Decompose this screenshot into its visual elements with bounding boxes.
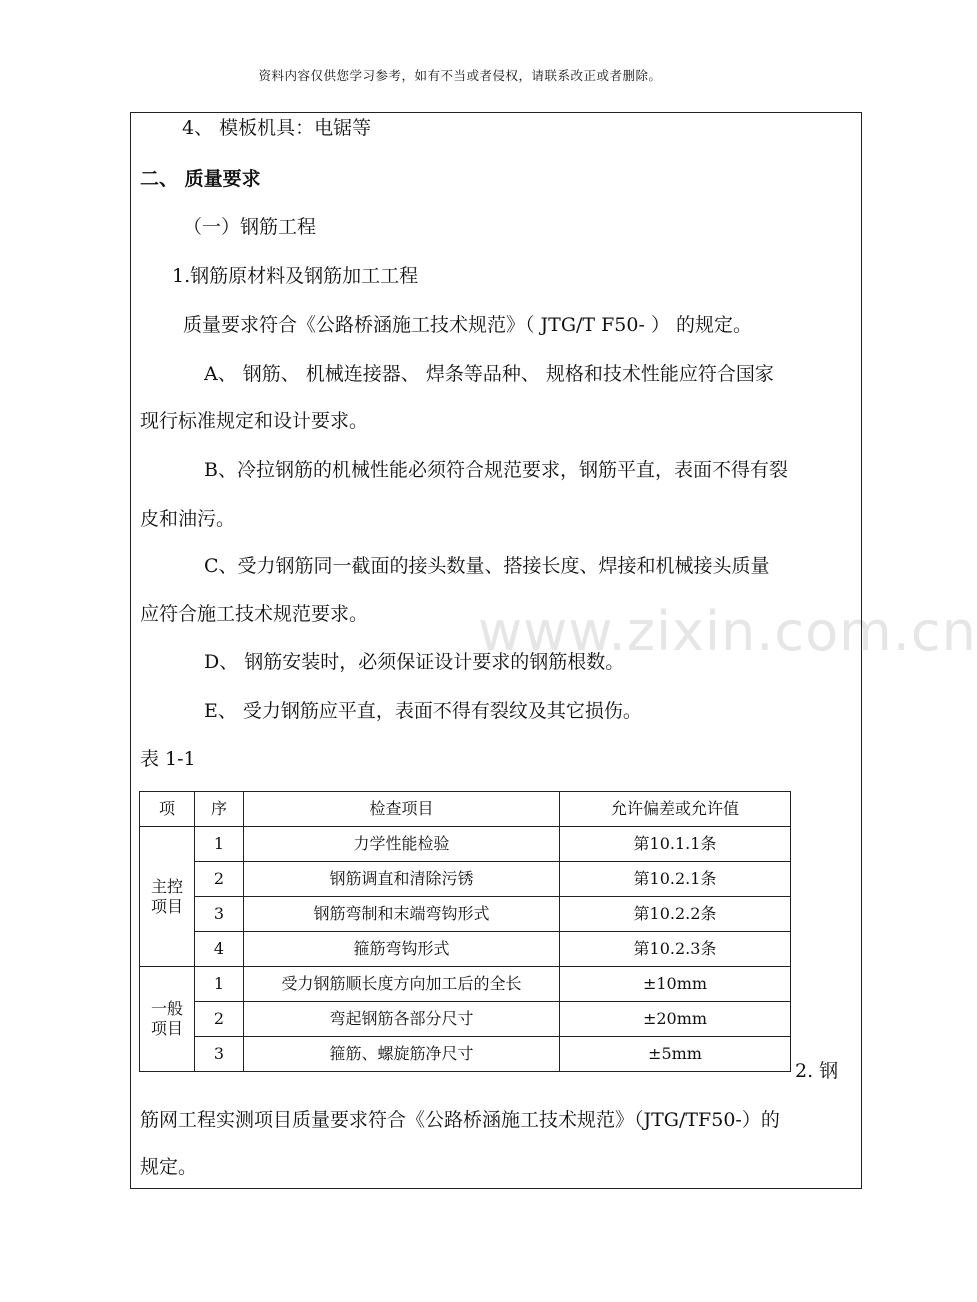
header-number: 序 [195,792,244,827]
row-value: 第10.2.1条 [560,862,791,897]
header-category: 项 [140,792,195,827]
row-item: 钢筋调直和清除污锈 [244,862,560,897]
table-row [140,897,791,932]
paragraph-mesh-line2: 规定。 [140,1156,198,1178]
row-number: 1 [195,827,244,862]
watermark: www.zixin.com.cn [478,600,977,663]
row-item: 受力钢筋顺长度方向加工后的全长 [244,967,560,1002]
header-disclaimer: 资料内容仅供您学习参考，如有不当或者侵权，请联系改正或者删除。 [258,68,662,83]
row-value: ±5mm [560,1037,791,1072]
row-item: 箍筋弯钩形式 [244,932,560,967]
row-number: 2 [195,1002,244,1037]
section-heading-quality: 二、 质量要求 [140,168,261,190]
table-header-row [140,792,791,827]
item-heading-rebar-material: 1.钢筋原材料及钢筋加工工程 [172,265,419,287]
paragraph-d: D、 钢筋安装时，必须保证设计要求的钢筋根数。 [204,651,625,673]
row-number: 2 [195,862,244,897]
row-number: 3 [195,897,244,932]
row-value: ±20mm [560,1002,791,1037]
quality-spec-table [139,791,791,1072]
row-number: 1 [195,967,244,1002]
row-number: 3 [195,1037,244,1072]
group-general: 一般 项目 [140,967,195,1072]
table-row [140,827,791,862]
subsection-heading-rebar: （一）钢筋工程 [183,216,317,238]
table-caption: 表 1-1 [140,748,196,770]
paragraph-c-line1: C、受力钢筋同一截面的接头数量、搭接长度、焊接和机械接头质量 [204,555,770,577]
row-value: 第10.2.2条 [560,897,791,932]
table-row [140,932,791,967]
row-item: 弯起钢筋各部分尺寸 [244,1002,560,1037]
paragraph-c-line2: 应符合施工技术规范要求。 [140,603,369,625]
table-row [140,1037,791,1072]
header-tolerance: 允许偏差或允许值 [560,792,791,827]
item-2-heading-start: 2. 钢 [795,1060,839,1082]
table-row [140,1002,791,1037]
row-number: 4 [195,932,244,967]
row-value: 第10.1.1条 [560,827,791,862]
table-row [140,967,791,1002]
tools-line: 4、 模板机具：电锯等 [182,117,372,139]
paragraph-e: E、 受力钢筋应平直，表面不得有裂纹及其它损伤。 [204,700,642,722]
paragraph-a-line2: 现行标准规定和设计要求。 [140,410,369,432]
header-check-item: 检查项目 [244,792,560,827]
paragraph-a-line1: A、 钢筋、 机械连接器、 焊条等品种、 规格和技术性能应符合国家 [204,363,774,385]
group-main-control: 主控 项目 [140,827,195,967]
row-item: 箍筋、螺旋筋净尺寸 [244,1037,560,1072]
row-item: 钢筋弯制和末端弯钩形式 [244,897,560,932]
paragraph-b-line2: 皮和油污。 [140,508,236,530]
paragraph-b-line1: B、冷拉钢筋的机械性能必须符合规范要求，钢筋平直，表面不得有裂 [204,459,788,481]
paragraph-mesh-line1: 筋网工程实测项目质量要求符合《公路桥涵施工技术规范》（JTG/TF50-）的 [140,1109,780,1131]
row-item: 力学性能检验 [244,827,560,862]
table-row [140,862,791,897]
row-value: ±10mm [560,967,791,1002]
paragraph-spec-reference: 质量要求符合《公路桥涵施工技术规范》（ JTG/T F50- ） 的规定。 [183,314,752,336]
row-value: 第10.2.3条 [560,932,791,967]
